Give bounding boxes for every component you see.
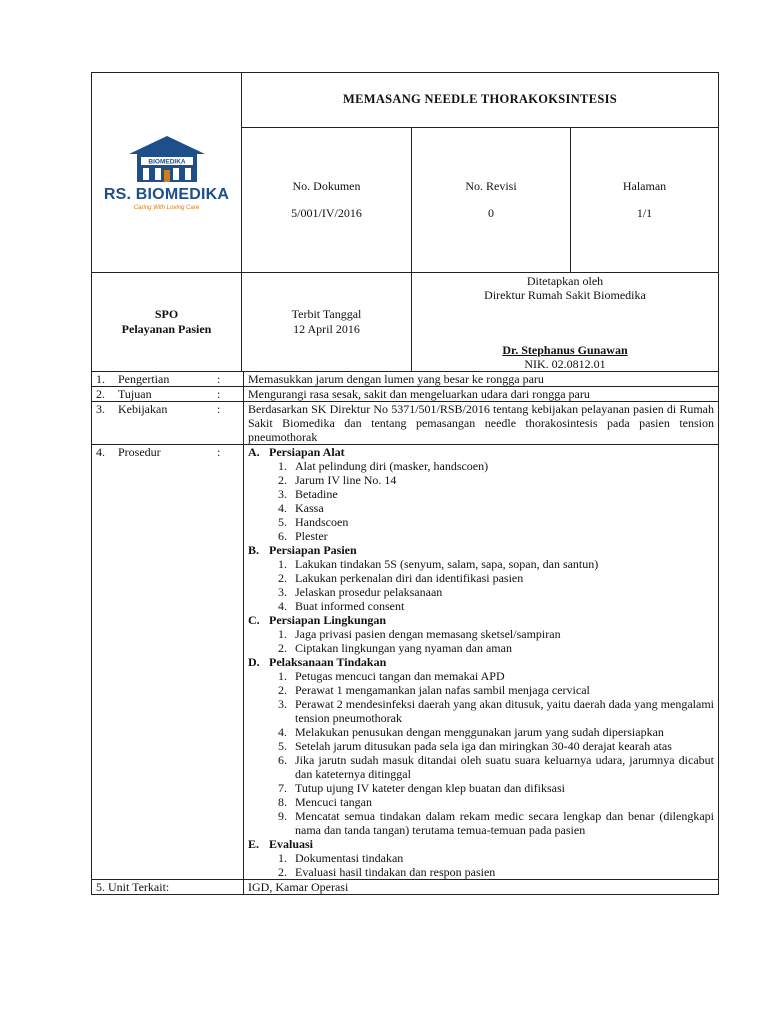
section-letter: D. xyxy=(248,655,260,669)
row-number: 3. xyxy=(96,402,105,416)
section-letter: A. xyxy=(248,445,260,459)
step-text: Handscoen xyxy=(295,515,349,529)
step-number: 1. xyxy=(278,669,287,683)
revision-value: 0 xyxy=(488,205,494,220)
hospital-logo xyxy=(92,134,241,211)
section-title: Persiapan Alat xyxy=(269,445,345,459)
revision-cell xyxy=(412,127,571,272)
step-number: 7. xyxy=(278,781,287,795)
procedure-step xyxy=(248,515,714,529)
step-number: 2. xyxy=(278,473,287,487)
procedure-step xyxy=(248,641,714,655)
row-pengertian xyxy=(92,372,719,387)
page-cell xyxy=(571,127,719,272)
procedure-step xyxy=(248,529,714,543)
signature-block xyxy=(412,343,718,371)
step-text: Alat pelindung diri (masker, handscoen) xyxy=(295,459,489,473)
content-table xyxy=(91,371,719,895)
step-text: Tutup ujung IV kateter dengan klep buatan dan difiksasi xyxy=(295,781,565,795)
procedure-step-list xyxy=(248,851,714,879)
procedure-step xyxy=(248,725,714,739)
procedure-section-title xyxy=(248,837,714,851)
unit-text: IGD, Kamar Operasi xyxy=(244,880,719,895)
step-text: Lakukan perkenalan diri dan identifikasi pasien xyxy=(295,571,524,585)
step-number: 4. xyxy=(278,599,287,613)
procedure-content xyxy=(244,445,719,880)
row-number: 1. xyxy=(96,372,105,386)
section-letter: B. xyxy=(248,543,260,557)
step-number: 8. xyxy=(278,795,287,809)
procedure-step xyxy=(248,669,714,683)
approval-cell xyxy=(412,273,719,372)
step-text: Jika jarutn sudah masuk ditandai oleh suatu suara keluarnya udara, jarumnya dicabut dan kateternya ditinggal xyxy=(295,753,714,781)
kebijakan-text: Berdasarkan SK Direktur No 5371/501/RSB/2016 tentang kebijakan pelayanan pasien di Rumah Sakit Biomedika dan tentang pemasangan needle thorakosintesis pada pasien tension pneumothorak xyxy=(244,402,719,445)
logo-cell xyxy=(92,73,242,273)
row-number: 4. xyxy=(96,445,105,459)
step-number: 4. xyxy=(278,501,287,515)
logo-badge-text: BIOMEDIKA xyxy=(147,158,186,166)
row-number: 2. xyxy=(96,387,105,401)
section-letter: E. xyxy=(248,837,260,851)
procedure-step xyxy=(248,795,714,809)
procedure-step xyxy=(248,781,714,795)
tujuan-text: Mengurangi rasa sesak, sakit dan mengeluarkan udara dari rongga paru xyxy=(244,387,719,402)
step-text: Perawat 1 mengamankan jalan nafas sambil menjaga cervical xyxy=(295,683,590,697)
row-tujuan xyxy=(92,387,719,402)
doc-number-label: No. Dokumen xyxy=(292,178,361,193)
revision-label: No. Revisi xyxy=(465,178,517,193)
procedure-step xyxy=(248,473,714,487)
procedure-step xyxy=(248,809,714,837)
signer-nik: NIK. 02.0812.01 xyxy=(524,357,606,371)
step-number: 2. xyxy=(278,683,287,697)
approved-label: Ditetapkan oleh xyxy=(526,274,604,288)
step-number: 2. xyxy=(278,571,287,585)
row-prosedur xyxy=(92,445,719,880)
procedure-step xyxy=(248,739,714,753)
step-number: 6. xyxy=(278,753,287,767)
step-text: Dokumentasi tindakan xyxy=(295,851,404,865)
spo-subtitle: Pelayanan Pasien xyxy=(121,322,212,336)
step-text: Evaluasi hasil tindakan dan respon pasien xyxy=(295,865,496,879)
spo-label: SPO xyxy=(154,307,179,321)
row-colon: : xyxy=(217,387,221,401)
page-value: 1/1 xyxy=(636,205,653,220)
procedure-step-list xyxy=(248,459,714,543)
section-title: Persiapan Lingkungan xyxy=(269,613,387,627)
unit-label: 5. Unit Terkait: xyxy=(92,880,244,895)
step-number: 6. xyxy=(278,529,287,543)
procedure-step xyxy=(248,627,714,641)
step-number: 1. xyxy=(278,627,287,641)
step-number: 9. xyxy=(278,809,287,823)
step-text: Jaga privasi pasien dengan memasang sketsel/sampiran xyxy=(295,627,561,641)
row-unit-terkait xyxy=(92,880,719,895)
spo-cell xyxy=(92,273,242,372)
step-text: Mencatat semua tindakan dalam rekam medic secara lengkap dan benar (dilengkapi nama dan tanda tangan) terutama temua-temuan pada pasien xyxy=(295,809,714,837)
row-label: Tujuan xyxy=(118,387,152,401)
hospital-name: RS. BIOMEDIKA xyxy=(103,186,230,203)
document-title: MEMASANG NEEDLE THORAKOKSINTESIS xyxy=(242,73,719,128)
hospital-tagline: Caring With Loving Care xyxy=(133,205,200,211)
step-text: Setelah jarum ditusukan pada sela iga dan miringkan 30-40 derajat kearah atas xyxy=(295,739,672,753)
procedure-section-title xyxy=(248,543,714,557)
pengertian-text: Memasukkan jarum dengan lumen yang besar ke rongga paru xyxy=(244,372,719,387)
header-table xyxy=(91,72,719,372)
step-text: Jarum IV line No. 14 xyxy=(295,473,397,487)
procedure-section-title xyxy=(248,655,714,669)
procedure-step-list xyxy=(248,627,714,655)
step-number: 4. xyxy=(278,725,287,739)
row-colon: : xyxy=(217,372,221,386)
row-kebijakan xyxy=(92,402,719,445)
step-text: Lakukan tindakan 5S (senyum, salam, sapa, sopan, dan santun) xyxy=(295,557,599,571)
signer-name: Dr. Stephanus Gunawan xyxy=(502,343,628,357)
procedure-step xyxy=(248,851,714,865)
section-title: Persiapan Pasien xyxy=(269,543,357,557)
procedure-step-list xyxy=(248,557,714,613)
step-number: 1. xyxy=(278,459,287,473)
doc-number-value: 5/001/IV/2016 xyxy=(291,205,362,220)
procedure-section-title xyxy=(248,613,714,627)
step-number: 1. xyxy=(278,557,287,571)
issued-label: Terbit Tanggal xyxy=(291,307,362,321)
procedure-section-title xyxy=(248,445,714,459)
row-colon: : xyxy=(217,402,221,416)
doc-number-cell xyxy=(242,127,412,272)
step-text: Kassa xyxy=(295,501,324,515)
procedure-step xyxy=(248,585,714,599)
step-text: Betadine xyxy=(295,487,338,501)
step-number: 5. xyxy=(278,515,287,529)
section-title: Pelaksanaan Tindakan xyxy=(269,655,387,669)
procedure-step xyxy=(248,697,714,725)
step-text: Melakukan penusukan dengan menggunakan jarum yang sudah dipersiapkan xyxy=(295,725,664,739)
spo-document xyxy=(91,72,718,895)
step-text: Jelaskan prosedur pelaksanaan xyxy=(295,585,443,599)
step-text: Petugas mencuci tangan dan memakai APD xyxy=(295,669,505,683)
step-number: 3. xyxy=(278,585,287,599)
step-number: 1. xyxy=(278,851,287,865)
procedure-step xyxy=(248,459,714,473)
hospital-building-icon xyxy=(125,134,209,184)
procedure-step xyxy=(248,571,714,585)
row-colon: : xyxy=(217,445,221,459)
procedure-step xyxy=(248,683,714,697)
section-letter: C. xyxy=(248,613,260,627)
step-number: 5. xyxy=(278,739,287,753)
procedure-step xyxy=(248,599,714,613)
section-title: Evaluasi xyxy=(269,837,314,851)
approved-by: Direktur Rumah Sakit Biomedika xyxy=(484,288,646,302)
procedure-step xyxy=(248,487,714,501)
row-label: Pengertian xyxy=(118,372,170,386)
procedure-step xyxy=(248,753,714,781)
issued-cell xyxy=(242,273,412,372)
step-text: Buat informed consent xyxy=(295,599,405,613)
step-number: 2. xyxy=(278,641,287,655)
step-text: Perawat 2 mendesinfeksi daerah yang akan ditusuk, yaitu daerah dada yang mengalami tension pneumothorak xyxy=(295,697,714,725)
page-label: Halaman xyxy=(622,178,667,193)
step-text: Ciptakan lingkungan yang nyaman dan aman xyxy=(295,641,512,655)
procedure-step-list xyxy=(248,669,714,837)
procedure-step xyxy=(248,557,714,571)
issued-date: 12 April 2016 xyxy=(293,322,360,336)
step-text: Plester xyxy=(295,529,328,543)
row-label: Kebijakan xyxy=(118,402,168,416)
step-number: 2. xyxy=(278,865,287,879)
procedure-step xyxy=(248,865,714,879)
step-text: Mencuci tangan xyxy=(295,795,372,809)
row-label: Prosedur xyxy=(118,445,161,459)
step-number: 3. xyxy=(278,697,287,711)
step-number: 3. xyxy=(278,487,287,501)
procedure-step xyxy=(248,501,714,515)
